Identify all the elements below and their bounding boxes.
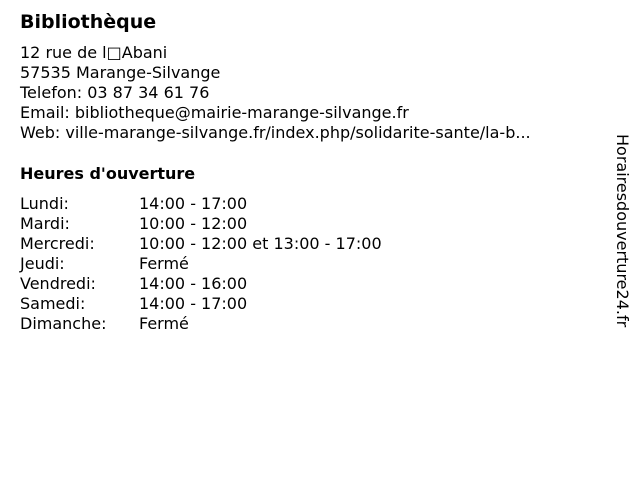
day-label: Jeudi: [20,254,65,273]
day-hours: Fermé [139,314,189,333]
day-hours: 14:00 - 17:00 [139,294,248,313]
day-label: Dimanche: [20,314,107,333]
day-hours: 10:00 - 12:00 et 13:00 - 17:00 [139,234,382,253]
day-label: Mercredi: [20,234,95,253]
day-hours: Fermé [139,254,189,273]
city-postal: 57535 Marange-Silvange [20,63,221,82]
watermark-text: Horairesdouverture24.fr [613,134,632,328]
day-label: Vendredi: [20,274,96,293]
phone-number: Telefon: 03 87 34 61 76 [20,83,210,102]
day-label: Lundi: [20,194,69,213]
website-url: Web: ville-marange-silvange.fr/index.php/solidarite-sante/la-b... [20,123,531,142]
day-hours: 10:00 - 12:00 [139,214,248,233]
day-label: Samedi: [20,294,86,313]
hours-heading: Heures d'ouverture [20,164,196,183]
address-block [20,43,531,143]
day-label: Mardi: [20,214,70,233]
page-title: Bibliothèque [20,11,157,33]
site-watermark [612,134,632,346]
day-hours: 14:00 - 16:00 [139,274,248,293]
day-hours: 14:00 - 17:00 [139,194,248,213]
street-address: 12 rue de l□Abani [20,43,168,62]
email-address: Email: bibliotheque@mairie-marange-silvange.fr [20,103,409,122]
